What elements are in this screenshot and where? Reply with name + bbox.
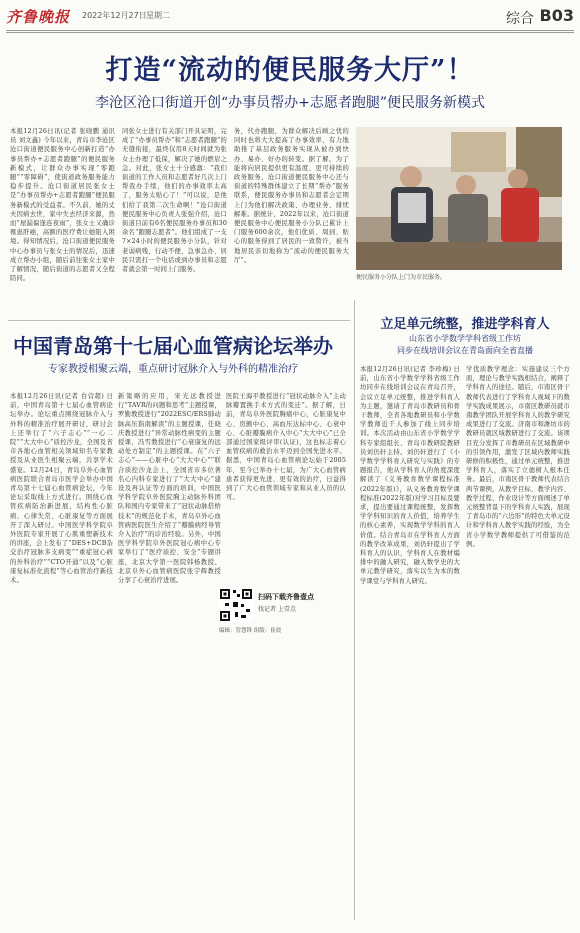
lead-column-3: 务，代办跑腿，为群众解决后顾之忧的同时也将大大提高了办事效率，有力地助推了基层政务服务实现从被办到快办、易办、好办的转变。据了解，为了能将向居民提供更有温度、更可持续的政务服务，沧口街道便民服务中心还与街道的特殊群体建立了长期“帮办”服务联系，便民服务办事员和志愿者会定期上门为他们解决政策、办理业务、排忧解难。据统计，2022年以来，沧口街道便民服务中心便民服务小分队已累计上门服务600余次，他们优质、周到、贴心的服务得到了居民的一致赞许，被当地居民亲切地称为“流动的便民服务大厅”。 <box>234 128 349 264</box>
qr-code[interactable] <box>219 588 253 622</box>
qr-title: 扫码下载齐鲁壹点 <box>258 593 314 601</box>
divider <box>8 320 350 321</box>
page-credits: 编辑：管慧锋 组版：崔晨 <box>219 628 282 634</box>
qr-subtitle: 找记者 上壹点 <box>258 606 296 613</box>
lead-photo-caption: 便民服务小分队上门为市民服务。 <box>356 274 447 281</box>
lead-column-2: 同张女士进行有关部门开具证明，完成了“办事员帮办”和“志愿者跑腿”的无缝衔接，最终仅用8天时间就为张女士办理了低保，解决了她的燃眉之急。对此，张女士十分感激：“我们街道的工作人员和志愿者好几次上门帮我办手续，他们的办事效率太高了，服务太贴心了！”可以说，是他们给了我第二次生命啊！”沧口街道便民服务中心负责人张强介绍，沧口街道目前有6名便民服务办事员和30余名“跑腿志愿者”。他们组成了一支7×24小时的便民服务小分队，针对老弱病残、行动不便、急事急办、居民只需打一个电话或到办事员和志愿者就会第一时间上门服务。 <box>122 128 227 274</box>
math-subheadline-1: 山东省小学数学学科省级工作坊 <box>409 334 521 343</box>
page-number: B03 <box>539 6 574 25</box>
masthead <box>6 6 574 28</box>
issue-date: 2022年12月27日 <box>82 11 147 20</box>
forum-column-3: 医院王海平教授进行“冠状动脉介入”主动脉瓣置换手术方式的变迁”。据了解，日前，青岛阜外医院胸痛中心，心脏康复中心、房颤中心、高血压达标中心、心衰中心、心脏瓣膜病介入中心“大大中心”已全部通过国家级评审(认证)，这也标志着心血管疾病的救治水平迈到全国先进水平。据悉，中国青岛心血管病论坛始于2005年，至今已举办十七届，为广大心血管病患者获得更先进、更有效的治疗，日益得到了广大心血管领域专家和从业人员的认可。 <box>226 393 346 502</box>
section-name: 综合 <box>506 11 534 27</box>
math-subheadline-2: 同步在线培训会议在青岛面向全省直播 <box>397 346 533 355</box>
lead-subheadline: 李沧区沧口街道开创“办事员帮办+志愿者跑腿”便民服务新模式 <box>94 95 486 111</box>
masthead-rule-2 <box>6 32 574 33</box>
forum-subheadline: 专家教授相聚云端，重点研讨冠脉介入与外科的精准治疗 <box>48 364 298 375</box>
lead-column-1: 本报12月26日讯(记者 张晓鹏 通讯员 刘文鑫) 今年以来，青岛市李沧区沧口街道便民服务中心创新打造“办事员帮办+志愿者跑腿”的便民服务新模式，让群众办事实现“零跑腿”“零障碍”，使街道政务服务能力稳步提升。沧口街道居民张女士是“办事员帮办+志愿者跑腿”便民服务新模式的受益者。不久前，她的丈夫因病去世，家中失去经济来源，然而“屋漏偏逢连夜雨”，张女士又确诊罹患肝癌，高额的医疗费让她陷入困境。得知情况后，沧口街道便民服务中心办事员与张女士的情况后，迅速成立帮办小组，随后前往张女士家中了解情况，随后街道的志愿者又全程陪同。 <box>10 128 115 283</box>
math-column-2: 学优质教学理念：实施建议三个方面，理论与教学实践相结合，阐释了学科育人的途径。随后，市南区骨干教师代表进行了学科育人视域下的数学实践成果展示，市南区教研员就市南教学团队开展学科育人的教学研究成果进行了交流。济南市和潍坊市的教研员就区域教研进行了交流。该项目充分发挥了市教研员在区域教研中的引领作用，激发了区域内教师实践研修的积极性，通过单元统整，推进学科育人，落实了立德树人根本任务。最后，市南区骨干教师代表结合两节课例，从教学目标、教学内容、教学过程、作业设计等方面阐述了单元统整背景下的学科育人实践，展现了青岛市的“六边形”的特色大单元设计和学科育人教学实践的经验，为全省小学数学教师提供了可借鉴的范例。 <box>466 366 570 548</box>
column-divider <box>354 300 355 920</box>
math-headline: 立足单元统整，推进学科育人 <box>380 317 550 332</box>
forum-column-1: 本报12月26日讯(记者 台营超) 日前，中国青岛第十七届心血管病论坛举办。论坛重点围绕冠脉介入与外科的精准治疗展开研讨，研讨会上还举行了“六子志心”“一心二院”“大大中心”质控沙龙，全国及省市各地心血管相关领域知名专家教授及从业医生相聚云端，共享学术盛宴。12月24日，青岛阜外心血管病医院联合青岛市医学会举办中国青岛第十七届心血管病论坛，今年论坛采取线上方式进行。围绕心血管疾病防治新进展，结构性心脏病、心律失常、心脏康复等方面展开了深入研讨。中国医学科学院阜外医院专家开展了心肌重塑新技术的讲座，会上发布了“DES+DCB杂交治疗冠脉多支病变”“重症冠心病的外科治疗”“CTO开通”以及“心脏康复标准化流程”等心血管治疗新技术。 <box>10 393 113 585</box>
lead-headline: 打造“流动的便民服务大厅”！ <box>105 55 475 86</box>
issue-weekday: 星期二 <box>146 11 170 20</box>
forum-column-2: 新策略的应用，宋光远教授进行“TAVR的问题和思考”主题授课，罗勤教授进行“2022ESC/ERS肺动脉高压指南解读”的主题授课，任晓庆教授进行“异常动脉性病变的主题授课，冯雪教授进行“心衰康复的远动处方制定”的主题授课。在“六子志心”——心脏中心“大大中心”“联合质控沙龙会上，全国省市多位著名心内科专家进行了“大大中心”建设及再认证等方面的培训，中国医学科学院阜外医院胸主动脉外科团队和国内专家带来了“冠状动脉搭桥技术”的规范化手术，青岛阜外心血管病医院医生介绍了“瓣膜病经导管介入治疗”的诊治经验。另外，中国医学科学院阜外医院冠心病中心专家举行了“医疗质控、安全”专题讲座，北京大学第一医院韩杨教授、北京阜外心血管病医院张宇辉教授分享了心衰治疗进展。 <box>118 393 221 585</box>
service-team-photo <box>356 127 562 270</box>
forum-headline: 中国青岛第十七届心血管病论坛举办 <box>13 334 333 358</box>
newspaper-logo: 齐鲁晚报 <box>6 8 71 26</box>
math-column-1: 本报12月26日讯(记者 李珍梅) 日前，山东省小学数学学科省级工作坊同步在线培训会议在青岛召开，会议立足单元统整，推进学科育人为主题，邀请了青岛市教研员和骨干教师，全省各地教研员和小学数学教师近千人参加了线上同步培训。本次活动由山东省小学数学学科专家组组长、青岛市教研院教研员刘仍轩主持。刘仍轩进行了《小学数学学科育人研究与实践》的专题报告，他从学科育人的角度深度解读了《义务教育数学课程标准(2022年版)》，从义务教育数学课程标准(2022年版)对学习目标及要求，提出要通过课程统整，发挥数学学科知识的育人价值，培养学生的核心素养，实现数学学科的育人价值。结合青岛市在学科育人方面的教学改革成果，刘仍轩提出了学科育人的认识，学科育人在教材编排中的融入研究，融入数学史的大单元教学研究，落实以生为本的数学课堂与学科育人研究。 <box>360 366 460 585</box>
lead-photo <box>356 127 562 270</box>
qr-code-icon <box>219 588 253 622</box>
masthead-rule <box>6 30 574 31</box>
